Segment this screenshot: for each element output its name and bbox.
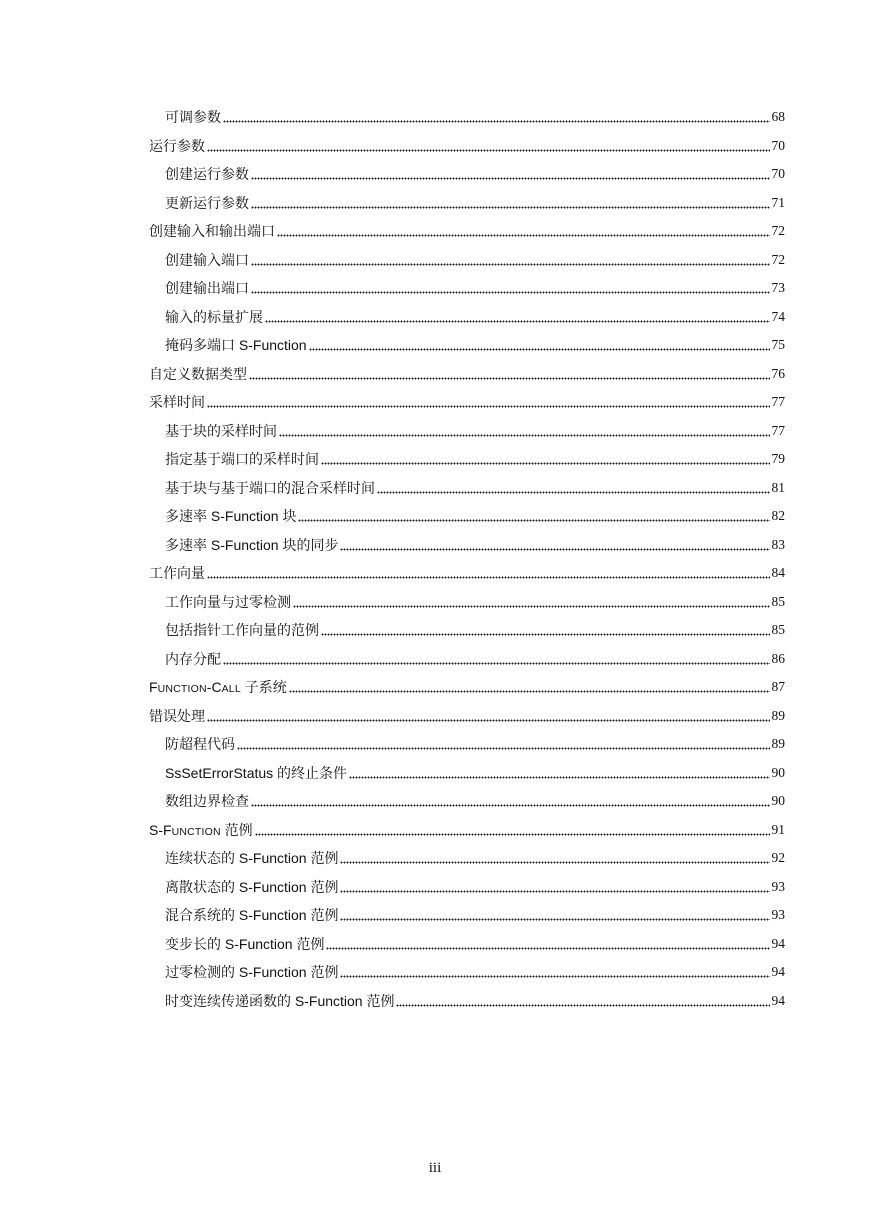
toc-entry-page-number: 77 bbox=[771, 422, 785, 438]
toc-entry[interactable] bbox=[149, 474, 785, 503]
dot-leader bbox=[251, 167, 770, 181]
toc-entry-page-number: 92 bbox=[771, 850, 785, 866]
dot-leader bbox=[340, 965, 769, 979]
toc-entry-page-number: 94 bbox=[771, 992, 785, 1008]
dot-leader bbox=[309, 338, 770, 352]
toc-entry-title: 连续状态的 S-Function 范例 bbox=[165, 850, 339, 867]
toc-entry-page-number: 74 bbox=[771, 308, 785, 324]
toc-entry-page-number: 89 bbox=[771, 707, 785, 723]
dot-leader bbox=[377, 481, 770, 495]
toc-entry-title: 基于块与基于端口的混合采样时间 bbox=[165, 479, 375, 496]
toc-entry[interactable] bbox=[149, 901, 785, 930]
dot-leader bbox=[251, 281, 770, 295]
toc-entry[interactable] bbox=[149, 559, 785, 588]
toc-entry[interactable] bbox=[149, 189, 785, 218]
dot-leader bbox=[265, 310, 770, 324]
toc-entry-page-number: 81 bbox=[771, 479, 785, 495]
toc-entry-page-number: 86 bbox=[771, 650, 785, 666]
toc-entry-page-number: 75 bbox=[771, 337, 785, 353]
toc-entry[interactable] bbox=[149, 987, 785, 1016]
toc-entry[interactable] bbox=[149, 331, 785, 360]
toc-entry-page-number: 90 bbox=[771, 764, 785, 780]
toc-entry-page-number: 85 bbox=[771, 622, 785, 638]
toc-entry[interactable] bbox=[149, 645, 785, 674]
toc-entry-title: 变步长的 S-Function 范例 bbox=[165, 935, 325, 952]
dot-leader bbox=[279, 424, 770, 438]
toc-entry[interactable] bbox=[149, 873, 785, 902]
toc-entry-title: FUNCTION-CALL 子系统 bbox=[149, 679, 287, 696]
toc-entry-page-number: 70 bbox=[771, 166, 785, 182]
toc-entry-page-number: 73 bbox=[771, 280, 785, 296]
toc-entry-title: 工作向量 bbox=[149, 565, 205, 582]
toc-entry[interactable] bbox=[149, 132, 785, 161]
toc-entry[interactable] bbox=[149, 844, 785, 873]
dot-leader bbox=[249, 367, 770, 381]
toc-entry[interactable] bbox=[149, 246, 785, 275]
toc-entry-page-number: 85 bbox=[771, 593, 785, 609]
toc-entry-title: 掩码多端口 S-Function bbox=[165, 337, 307, 354]
toc-entry-title: S-FUNCTION 范例 bbox=[149, 821, 253, 838]
dot-leader bbox=[396, 994, 769, 1008]
toc-entry-title: 多速率 S-Function 块 bbox=[165, 508, 297, 525]
dot-leader bbox=[255, 823, 770, 837]
toc-entry[interactable] bbox=[149, 816, 785, 845]
dot-leader bbox=[223, 110, 770, 124]
dot-leader bbox=[277, 224, 770, 238]
toc-entry-title: 可调参数 bbox=[165, 109, 221, 126]
toc-entry[interactable] bbox=[149, 673, 785, 702]
toc-entry-page-number: 83 bbox=[771, 536, 785, 552]
toc-entry[interactable] bbox=[149, 103, 785, 132]
toc-entry-title: 过零检测的 S-Function 范例 bbox=[165, 964, 339, 981]
toc-entry-title: 运行参数 bbox=[149, 137, 205, 154]
dot-leader bbox=[326, 937, 769, 951]
dot-leader bbox=[251, 196, 770, 210]
toc-entry-title: 多速率 S-Function 块的同步 bbox=[165, 536, 339, 553]
toc-entry-title: 采样时间 bbox=[149, 394, 205, 411]
toc-entry-title: 指定基于端口的采样时间 bbox=[165, 451, 319, 468]
page-number-footer: iii bbox=[428, 1160, 442, 1176]
toc-entry-page-number: 76 bbox=[771, 365, 785, 381]
toc-entry[interactable] bbox=[149, 958, 785, 987]
dot-leader bbox=[340, 880, 769, 894]
toc-entry-title: 内存分配 bbox=[165, 650, 221, 667]
toc-entry-page-number: 90 bbox=[771, 793, 785, 809]
dot-leader bbox=[207, 709, 770, 723]
toc-entry-page-number: 79 bbox=[771, 451, 785, 467]
dot-leader bbox=[207, 566, 770, 580]
toc-entry-page-number: 93 bbox=[771, 907, 785, 923]
toc-entry-page-number: 77 bbox=[771, 394, 785, 410]
dot-leader bbox=[251, 253, 770, 267]
toc-entry-title: 创建输入端口 bbox=[165, 251, 249, 268]
toc-entry-title: 离散状态的 S-Function 范例 bbox=[165, 878, 339, 895]
dot-leader bbox=[321, 623, 770, 637]
toc-entry-title: 时变连续传递函数的 S-Function 范例 bbox=[165, 992, 395, 1009]
toc-entry-page-number: 68 bbox=[771, 109, 785, 125]
toc-entry-page-number: 72 bbox=[771, 223, 785, 239]
toc-entry[interactable] bbox=[149, 274, 785, 303]
dot-leader bbox=[207, 395, 770, 409]
dot-leader bbox=[207, 139, 770, 153]
toc-entry-title: 防超程代码 bbox=[165, 736, 235, 753]
dot-leader bbox=[293, 595, 770, 609]
toc-entry[interactable] bbox=[149, 759, 785, 788]
toc-entry[interactable] bbox=[149, 502, 785, 531]
toc-entry[interactable] bbox=[149, 787, 785, 816]
dot-leader bbox=[251, 794, 770, 808]
toc-entry[interactable] bbox=[149, 360, 785, 389]
toc-entry-page-number: 93 bbox=[771, 878, 785, 894]
dot-leader bbox=[340, 851, 769, 865]
dot-leader bbox=[237, 737, 770, 751]
toc-entry-page-number: 89 bbox=[771, 736, 785, 752]
toc-entry-title: 创建输出端口 bbox=[165, 280, 249, 297]
toc-entry-page-number: 94 bbox=[771, 964, 785, 980]
toc-entry-title: 错误处理 bbox=[149, 707, 205, 724]
toc-entry-title: 混合系统的 S-Function 范例 bbox=[165, 907, 339, 924]
toc-entry-title: 创建输入和输出端口 bbox=[149, 223, 275, 240]
toc-entry-page-number: 91 bbox=[771, 821, 785, 837]
toc-entry[interactable] bbox=[149, 616, 785, 645]
toc-entry[interactable] bbox=[149, 531, 785, 560]
toc-entry[interactable] bbox=[149, 588, 785, 617]
toc-entry[interactable] bbox=[149, 217, 785, 246]
toc-entry-title: 数组边界检查 bbox=[165, 793, 249, 810]
dot-leader bbox=[321, 452, 770, 466]
dot-leader bbox=[298, 509, 769, 523]
toc-entry[interactable] bbox=[149, 730, 785, 759]
toc-entry[interactable] bbox=[149, 445, 785, 474]
toc-entry-page-number: 70 bbox=[771, 137, 785, 153]
toc-entry-title: 自定义数据类型 bbox=[149, 365, 247, 382]
toc-entry[interactable] bbox=[149, 930, 785, 959]
toc-entry-title: 输入的标量扩展 bbox=[165, 308, 263, 325]
toc-entry-title: 创建运行参数 bbox=[165, 166, 249, 183]
dot-leader bbox=[289, 680, 770, 694]
dot-leader bbox=[340, 538, 769, 552]
toc-entry[interactable] bbox=[149, 303, 785, 332]
toc-entry-page-number: 71 bbox=[771, 194, 785, 210]
toc-entry[interactable] bbox=[149, 388, 785, 417]
toc-entry[interactable] bbox=[149, 702, 785, 731]
toc-entry[interactable] bbox=[149, 160, 785, 189]
toc-entry-title: 工作向量与过零检测 bbox=[165, 593, 291, 610]
dot-leader bbox=[223, 652, 770, 666]
dot-leader bbox=[340, 908, 769, 922]
toc-entry-page-number: 82 bbox=[771, 508, 785, 524]
toc-entry[interactable] bbox=[149, 417, 785, 446]
toc-entry-page-number: 72 bbox=[771, 251, 785, 267]
toc-entry-page-number: 87 bbox=[771, 679, 785, 695]
toc-entry-title: 更新运行参数 bbox=[165, 194, 249, 211]
toc-entry-page-number: 94 bbox=[771, 935, 785, 951]
toc-entry-title: 基于块的采样时间 bbox=[165, 422, 277, 439]
dot-leader bbox=[349, 766, 769, 780]
toc-entry-title: 包括指针工作向量的范例 bbox=[165, 622, 319, 639]
toc-entry-page-number: 84 bbox=[771, 565, 785, 581]
table-of-contents bbox=[149, 103, 785, 1015]
toc-entry-title: SsSetErrorStatus 的终止条件 bbox=[165, 764, 348, 781]
